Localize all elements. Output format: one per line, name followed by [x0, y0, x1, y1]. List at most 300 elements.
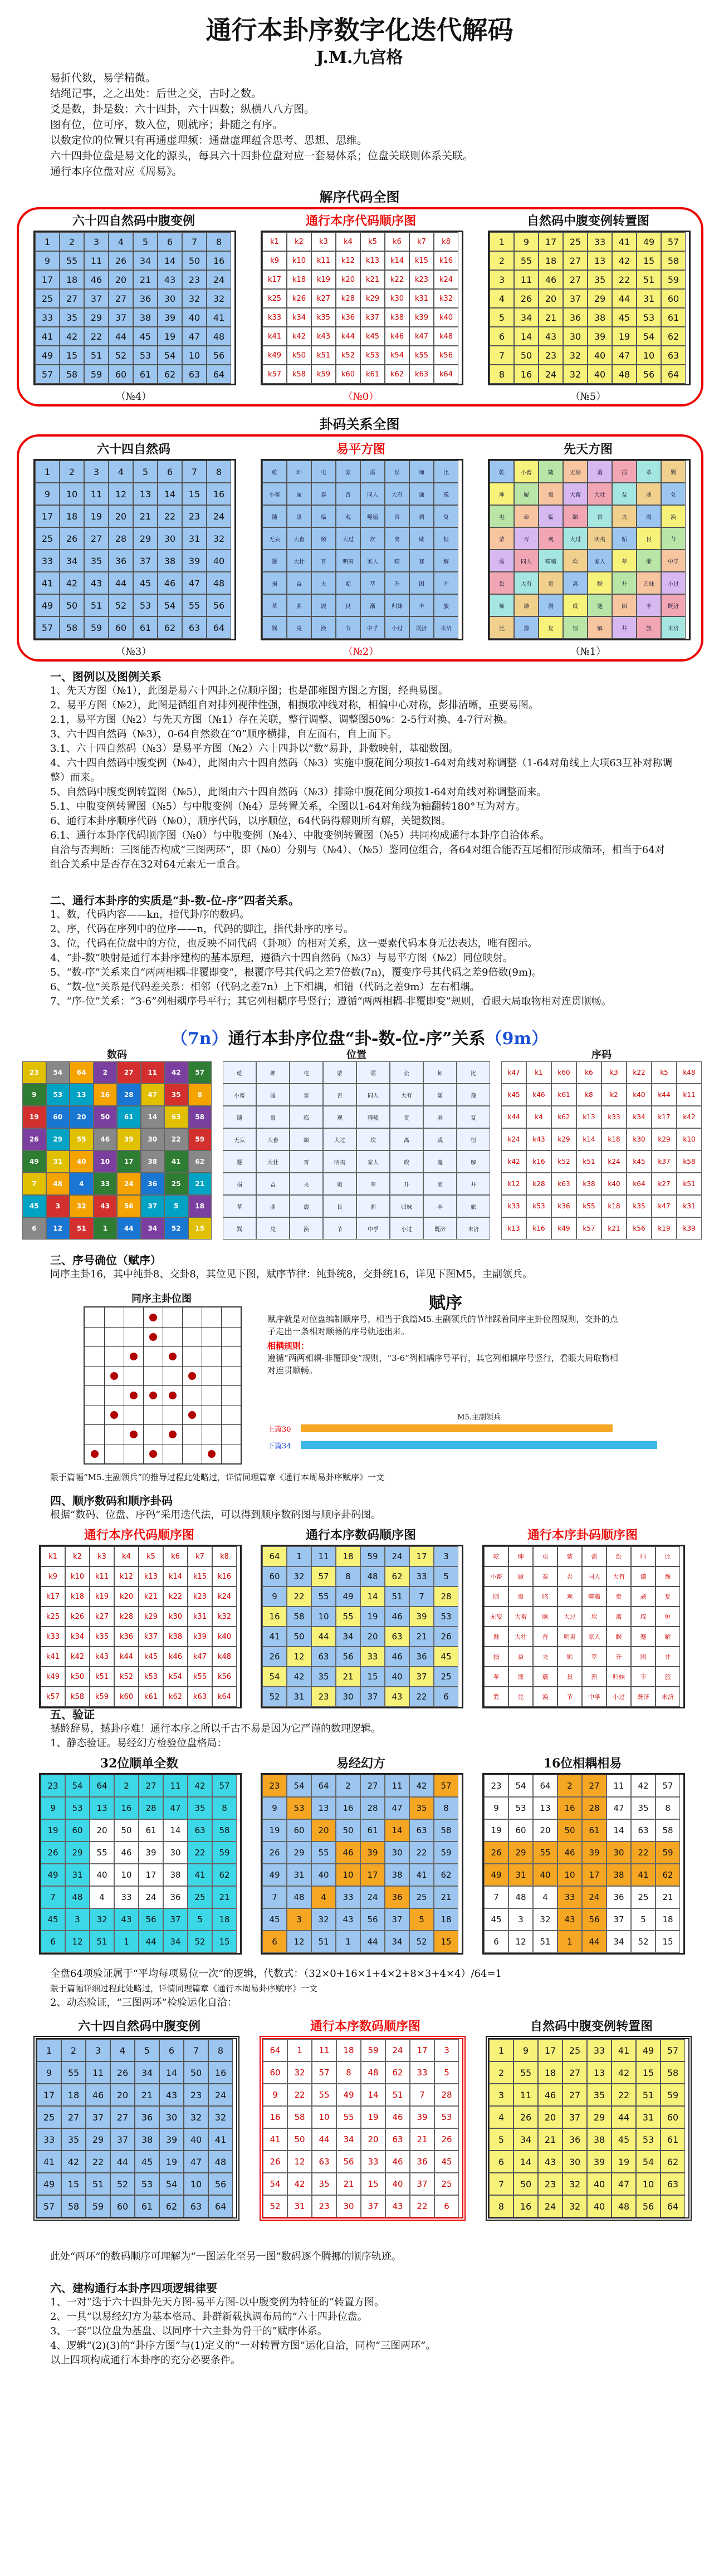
- number-cell: 15: [360, 1667, 385, 1687]
- grid-cell: 39: [182, 550, 207, 572]
- number-cell: 30: [141, 1128, 165, 1150]
- number-cell: 37: [410, 2173, 434, 2195]
- code-cell: k29: [360, 289, 385, 308]
- grid-cell: 41: [208, 2128, 233, 2151]
- position-cell: 渐: [356, 1195, 390, 1217]
- gua-cell: 比: [656, 1546, 680, 1566]
- gua-cell: 坤: [490, 483, 514, 505]
- grid-cell: 17: [538, 2039, 563, 2061]
- gua-cell: 颐: [311, 527, 336, 550]
- grid-cell: 21: [133, 270, 158, 289]
- grid-cell: 21: [539, 308, 563, 327]
- magic-cell: 15: [434, 1931, 458, 1953]
- gua-cell: 节: [336, 616, 360, 639]
- panel-w1: [33, 2017, 245, 2221]
- position-cell: 屯: [290, 1061, 323, 1084]
- gua-cell: 涣: [311, 616, 336, 639]
- note-line: 限于篇幅“M5.主副领兵”的推导过程此处略过，详情同理篇章《通行本周易卦序赋序》一文: [50, 1472, 385, 1482]
- grid-cell: 19: [612, 327, 637, 346]
- position-cell: 坤: [256, 1061, 290, 1084]
- grid-cell: 2: [60, 461, 84, 483]
- gua-cell: 震: [533, 1667, 557, 1687]
- notes-section-5b: [50, 1967, 674, 2010]
- grid-cell: 34: [514, 308, 539, 327]
- number-cell: 48: [361, 2061, 385, 2084]
- gua-cell: 困: [631, 1647, 656, 1667]
- gua-cell: 晋: [311, 550, 336, 572]
- fuxu-text: 赋序就是对位盘编制顺序号，相当于我篇M5.主副领兵的节律踩着同序主卦位图规则，交卦的点子走出一条相对顺畅的序号轨迹出来。: [267, 1314, 618, 1336]
- grid-cell: 4: [490, 289, 514, 308]
- grid-cell: 62: [158, 365, 182, 384]
- gua-cell: 咸: [563, 594, 588, 616]
- gua-cell: 大畜: [287, 527, 311, 550]
- code-cell: k49: [41, 1667, 65, 1687]
- gua-cell: 明夷: [588, 527, 612, 550]
- grid-cell: 35: [60, 308, 84, 327]
- number-cell: 36: [141, 1173, 165, 1195]
- code-cell: k12: [114, 1566, 139, 1586]
- grid-cell: 22: [86, 2151, 110, 2173]
- code-cell: k13: [139, 1566, 163, 1586]
- number-cell: 46: [385, 2151, 410, 2173]
- magic-cell: 33: [336, 1886, 360, 1908]
- grid-cell: 33: [588, 232, 612, 251]
- note-line: 1、数，代码内容——kn，指代卦序的数码。: [50, 909, 250, 920]
- grid-cell: 38: [587, 2128, 612, 2151]
- grid-cell: 43: [539, 327, 563, 346]
- position-cell: 复: [457, 1106, 490, 1128]
- number-cell: 15: [188, 1217, 212, 1240]
- sequence-cell: k10: [677, 1128, 702, 1150]
- sequence-cell: k36: [551, 1195, 576, 1217]
- grid-cell: 63: [184, 2195, 208, 2217]
- panel-n0: [261, 212, 461, 403]
- grid-cell: 27: [60, 289, 84, 308]
- grid-cell: 5: [133, 461, 158, 483]
- position-cell: 小过: [390, 1217, 423, 1240]
- magic-cell: 37: [163, 1908, 188, 1931]
- grid-cell: 1: [489, 2039, 513, 2061]
- gua-cell: 井: [612, 616, 637, 639]
- magic-cell: 44: [582, 1931, 606, 1953]
- grid-cell: 9: [513, 2039, 538, 2061]
- position-cell: 大壮: [256, 1150, 290, 1173]
- grid-cell: 32: [184, 2106, 208, 2128]
- grid-cell: 23: [182, 270, 207, 289]
- number-cell: 59: [360, 1546, 385, 1566]
- grid-cell: 61: [133, 365, 158, 384]
- gua-cell: 革: [262, 594, 287, 616]
- magic-cell: 53: [287, 1797, 311, 1819]
- code-cell: k45: [139, 1647, 163, 1667]
- grid-cell: 27: [110, 2106, 135, 2128]
- magic-cell: 35: [631, 1797, 656, 1819]
- position-dot: [169, 1392, 177, 1399]
- magic-cell: 18: [656, 1908, 680, 1931]
- magic-cell: 1: [557, 1931, 582, 1953]
- grid-cell: 1: [37, 2039, 61, 2061]
- gua-cell: 大有: [606, 1566, 631, 1586]
- magic-cell: 15: [656, 1931, 680, 1953]
- grid-cell: 57: [35, 365, 60, 384]
- gua-cell: 坎: [563, 550, 588, 572]
- grid-cell: 10: [60, 483, 84, 505]
- magic-cell: 31: [287, 1864, 311, 1886]
- grid-cell: 40: [587, 2195, 612, 2217]
- grid-cell: 59: [84, 616, 109, 639]
- code-cell: k53: [360, 346, 385, 365]
- position-dot: [91, 1450, 99, 1458]
- section-heading: 三、序号确位（赋序）: [50, 1253, 162, 1267]
- number-cell: 58: [287, 1607, 311, 1627]
- gua-cell: 剥: [631, 1586, 656, 1607]
- code-cell: k2: [65, 1546, 90, 1566]
- panel-title: 易经幻方: [336, 1756, 385, 1771]
- gua-cell: 姤: [612, 527, 637, 550]
- number-cell: 17: [410, 2039, 434, 2061]
- number-cell: 24: [117, 1173, 141, 1195]
- code-cell: k3: [90, 1546, 114, 1566]
- sequence-cell: k5: [652, 1061, 677, 1084]
- position-dot: [149, 1314, 157, 1321]
- number-cell: 22: [287, 1586, 311, 1607]
- grid-cell: 17: [35, 505, 60, 527]
- magic-cell: 51: [311, 1931, 336, 1953]
- gua-cell: 井: [434, 572, 458, 594]
- grid-cell: 39: [159, 2128, 184, 2151]
- grid-cell: 50: [182, 251, 207, 270]
- code-cell: k12: [336, 251, 360, 270]
- number-cell: 37: [409, 1667, 434, 1687]
- number-cell: 41: [164, 1150, 188, 1173]
- number-cell: 42: [287, 2173, 312, 2195]
- sequence-cell: k34: [627, 1106, 652, 1128]
- grid-cell: 48: [612, 2195, 636, 2217]
- grid-cell: 26: [514, 289, 539, 308]
- grid-cell: 59: [84, 365, 109, 384]
- gua-cell: 坎: [360, 527, 385, 550]
- position-cell: 大有: [390, 1084, 423, 1106]
- grid-cell: 18: [61, 2084, 86, 2106]
- magic-cell: 41: [409, 1864, 434, 1886]
- code-cell: k48: [212, 1647, 237, 1667]
- magic-cell: 57: [656, 1775, 680, 1797]
- number-cell: 46: [385, 1607, 409, 1627]
- grid-cell: 7: [182, 461, 207, 483]
- grid-cell: 32: [563, 2195, 587, 2217]
- code-cell: k31: [188, 1607, 212, 1627]
- code-cell: k23: [188, 1586, 212, 1607]
- grid-cell: 5: [135, 2039, 159, 2061]
- note-line: 5.1、中腹变例转置图（№5）与中腹变例（№4）是转置关系，全图以1-64对角线为轴翻转180°互为对方。: [50, 801, 526, 812]
- gua-cell: 蒙: [336, 461, 360, 483]
- gua-cell: 中孚: [661, 550, 686, 572]
- panel-order-gua: [482, 1526, 683, 1708]
- grid-cell: 60: [661, 289, 686, 308]
- position-cell: 蹇: [423, 1150, 457, 1173]
- grid-cell: 8: [490, 365, 514, 384]
- grid-cell: 2: [489, 2061, 513, 2084]
- magic-cell: 3: [287, 1908, 311, 1931]
- position-cell: 益: [256, 1173, 290, 1195]
- grid-cell: 11: [84, 483, 109, 505]
- grid-cell: 41: [612, 2039, 636, 2061]
- section-heading: 六、建构通行本卦序四项逻辑律要: [50, 2281, 217, 2295]
- panel-order-code: [39, 1526, 239, 1708]
- code-cell: k10: [287, 251, 311, 270]
- strip-number-grid: [22, 1061, 212, 1240]
- position-cell: 比: [457, 1061, 490, 1084]
- grid-cell: 32: [182, 289, 207, 308]
- magic-cell: 57: [212, 1775, 237, 1797]
- grid-cell: 24: [539, 365, 563, 384]
- grid-cell: 43: [159, 2084, 184, 2106]
- code-cell: k37: [139, 1627, 163, 1647]
- magic-cell: 47: [163, 1797, 188, 1819]
- magic-cell: 60: [287, 1819, 311, 1842]
- grid-cell: 61: [661, 2128, 685, 2151]
- position-dot: [149, 1392, 157, 1399]
- sequence-cell: k31: [677, 1195, 702, 1217]
- intro-line: 爻是数，卦是数：六十四卦，六十四数；纵横八八方图。: [50, 103, 315, 115]
- gua-cell: 未济: [661, 616, 686, 639]
- grid-cell: 32: [563, 365, 588, 384]
- sequence-cell: k63: [551, 1173, 576, 1195]
- grid-cell: 25: [35, 289, 60, 308]
- magic-cell: 45: [484, 1908, 508, 1931]
- gua-cell: 恒: [434, 527, 458, 550]
- number-cell: 55: [336, 2106, 361, 2128]
- gua-cell: 离: [563, 572, 588, 594]
- strip-title-prefix: （7n）: [170, 1029, 228, 1049]
- number-cell: 22: [164, 1128, 188, 1150]
- position-cell: 讼: [390, 1061, 423, 1084]
- code-cell: k62: [385, 365, 409, 384]
- number-cell: 19: [22, 1106, 46, 1128]
- grid-cell: 62: [661, 2151, 685, 2173]
- grid-cell: 60: [109, 365, 133, 384]
- position-cell: 睽: [390, 1150, 423, 1173]
- grid-cell: 41: [37, 2151, 61, 2173]
- magic-cell: 40: [90, 1864, 114, 1886]
- gua-cell: 讼: [606, 1546, 631, 1566]
- grid-cell: 22: [612, 2084, 636, 2106]
- grid-cell: 40: [182, 308, 207, 327]
- intro-line: 通行本序位盘对应《周易》。: [50, 165, 183, 178]
- code-cell: k14: [163, 1566, 188, 1586]
- position-dot: [130, 1392, 138, 1399]
- panel-title: 通行本序数码顺序图: [310, 2019, 420, 2034]
- grid-cell: 26: [513, 2106, 538, 2128]
- gua-cell: 升: [385, 572, 409, 594]
- sequence-cell: k46: [526, 1084, 551, 1106]
- note-line: 2、易平方图（№2），此图是循组自对排列视律性强，相损歌冲线对称，相偏中心对称，彭排清晰，重要易图。: [50, 699, 539, 711]
- grid-cell: 20: [110, 2084, 135, 2106]
- grid-cell: 50: [60, 594, 84, 616]
- panel-caption: （№5）: [570, 391, 606, 403]
- code-cell: k6: [385, 232, 409, 251]
- number-cell: 48: [360, 1566, 385, 1586]
- magic-cell: 9: [41, 1797, 65, 1819]
- number-cell: 40: [70, 1150, 94, 1173]
- grid-cell: 51: [636, 2084, 661, 2106]
- grid-cell: 7: [489, 2173, 513, 2195]
- grid-cell: 18: [538, 2061, 563, 2084]
- magic-cell: 40: [533, 1864, 557, 1886]
- panel-order-num: [261, 1526, 461, 1708]
- grid-cell: 41: [207, 308, 231, 327]
- panel-title: 六十四自然码中腹变例: [77, 2019, 200, 2034]
- grid-cell: 54: [637, 327, 661, 346]
- grid-cell: 31: [182, 527, 207, 550]
- code-cell: k59: [90, 1687, 114, 1707]
- sequence-cell: k17: [652, 1106, 677, 1128]
- magic-cell: 8: [434, 1797, 458, 1819]
- sequence-cell: k42: [501, 1150, 526, 1173]
- magic-cell: 56: [582, 1908, 606, 1931]
- grid-cell: 64: [208, 2195, 233, 2217]
- grid-cell: 58: [61, 2195, 86, 2217]
- grid-cell: 8: [208, 2039, 233, 2061]
- number-cell: 21: [409, 1627, 434, 1647]
- magic-cell: 28: [139, 1797, 163, 1819]
- grid-cell: 34: [513, 2128, 538, 2151]
- sequence-cell: k11: [677, 1084, 702, 1106]
- magic-cell: 43: [557, 1908, 582, 1931]
- code-cell: k63: [409, 365, 434, 384]
- gua-cell: 艮: [336, 594, 360, 616]
- number-cell: 55: [70, 1128, 94, 1150]
- grid-cell: 43: [158, 270, 182, 289]
- fuxu-rule-head: 相耦规则：: [267, 1341, 310, 1351]
- intro-line: 以数定位的位置只有再通虚理频：通盘虚理蕴含思考、思想、思维。: [50, 134, 368, 146]
- number-cell: 50: [287, 1627, 311, 1647]
- number-cell: 14: [141, 1106, 165, 1128]
- position-cell: 蛊: [256, 1106, 290, 1128]
- magic-cell: 48: [287, 1886, 311, 1908]
- magic-cell: 20: [533, 1819, 557, 1842]
- gua-cell: 屯: [533, 1546, 557, 1566]
- code-cell: k8: [434, 232, 458, 251]
- number-cell: 35: [311, 1667, 336, 1687]
- number-cell: 26: [22, 1128, 46, 1150]
- sequence-cell: k13: [501, 1217, 526, 1240]
- board-line: [182, 1307, 183, 1463]
- panel-caption: （№4）: [115, 391, 152, 403]
- gua-cell: 大过: [557, 1607, 582, 1627]
- grid-cell: 30: [159, 2106, 184, 2128]
- sequence-cell: k47: [652, 1195, 677, 1217]
- code-cell: k40: [434, 308, 458, 327]
- code-cell: k57: [262, 365, 287, 384]
- grid-cell: 58: [661, 2061, 685, 2084]
- code-cell: k26: [287, 289, 311, 308]
- magic-cell: 39: [582, 1842, 606, 1864]
- number-cell: 61: [117, 1106, 141, 1128]
- magic-cell: 34: [606, 1931, 631, 1953]
- number-cell: 43: [385, 2195, 410, 2217]
- grid-cell: 16: [207, 483, 231, 505]
- grid-cell: 26: [60, 527, 84, 550]
- magic-cell: 64: [533, 1775, 557, 1797]
- magic-cell: 9: [262, 1797, 287, 1819]
- grid-cell: 60: [109, 616, 133, 639]
- grid-cell: 3: [489, 2084, 513, 2106]
- grid-cell: 45: [612, 308, 637, 327]
- number-cell: 8: [336, 2061, 361, 2084]
- code-cell: k39: [409, 308, 434, 327]
- magic-cell: 2: [114, 1775, 139, 1797]
- magic-cell: 34: [163, 1931, 188, 1953]
- magic-cell: 18: [212, 1908, 237, 1931]
- grid-cell: 58: [60, 616, 84, 639]
- number-cell: 16: [262, 1607, 287, 1627]
- panel-w3: [486, 2017, 697, 2221]
- grid-cell: 6: [490, 327, 514, 346]
- gua-cell: 比: [490, 616, 514, 639]
- sequence-cell: k29: [652, 1128, 677, 1150]
- magic-cell: 52: [188, 1931, 212, 1953]
- magic-cell: 33: [114, 1886, 139, 1908]
- grid-cell: 19: [612, 2151, 636, 2173]
- grid-cell: 2: [490, 251, 514, 270]
- grid-n5: [488, 231, 691, 385]
- panel-title: 六十四自然码: [96, 442, 170, 457]
- number-cell: 20: [361, 2128, 385, 2151]
- gua-cell: 遯: [484, 1627, 508, 1647]
- bar-title: M5.主副领兵: [457, 1413, 501, 1422]
- grid-cell: 54: [159, 2173, 184, 2195]
- grid-cell: 40: [588, 365, 612, 384]
- code-cell: k18: [287, 270, 311, 289]
- number-cell: 9: [262, 1586, 287, 1607]
- number-cell: 62: [385, 2061, 410, 2084]
- sequence-cell: k39: [677, 1217, 702, 1240]
- magic-cell: 64: [90, 1775, 114, 1797]
- magic-cell: 29: [65, 1842, 90, 1864]
- number-cell: 21: [336, 2173, 361, 2195]
- note-line: 5、自然码中腹变例转置图（№5），此图由六十四自然码（№3）排除中腹花间分项按1-64对角线对称调整而来。: [50, 786, 547, 798]
- number-cell: 23: [312, 2195, 336, 2217]
- gua-cell: 震: [311, 594, 336, 616]
- gua-cell: 夬: [612, 505, 637, 527]
- label-shu: 数码: [107, 1049, 127, 1061]
- grid-cell: 37: [84, 289, 109, 308]
- magic-cell: 6: [41, 1931, 65, 1953]
- magic-cell: 32: [90, 1908, 114, 1931]
- note-line: 7、“序-位”关系：“3-6”列相耦序号平行；其它列相耦序号竖行；遵循“两两相耦-非覆即变”规则，看眼大局取物相对连贯顺畅。: [50, 996, 612, 1007]
- panel-n4: [33, 212, 234, 403]
- intro-text: [50, 70, 663, 179]
- grid-cell: 23: [184, 2084, 208, 2106]
- gua-cell: 遯: [588, 461, 612, 483]
- number-cell: 5: [434, 2061, 459, 2084]
- grid-cell: 52: [109, 346, 133, 365]
- magic-cell: 64: [311, 1775, 336, 1797]
- grid-cell: 37: [110, 2128, 135, 2151]
- grid-cell: 61: [661, 308, 686, 327]
- grid-n1: [488, 459, 691, 640]
- grid-cell: 55: [61, 2061, 86, 2084]
- number-cell: 40: [385, 1667, 409, 1687]
- number-cell: 39: [117, 1128, 141, 1150]
- number-cell: 28: [117, 1084, 141, 1106]
- number-cell: 42: [287, 1667, 311, 1687]
- code-cell: k52: [336, 346, 360, 365]
- code-cell: k17: [262, 270, 287, 289]
- gua-cell: 蹇: [631, 1627, 656, 1647]
- gua-cell: 同人: [582, 1566, 606, 1586]
